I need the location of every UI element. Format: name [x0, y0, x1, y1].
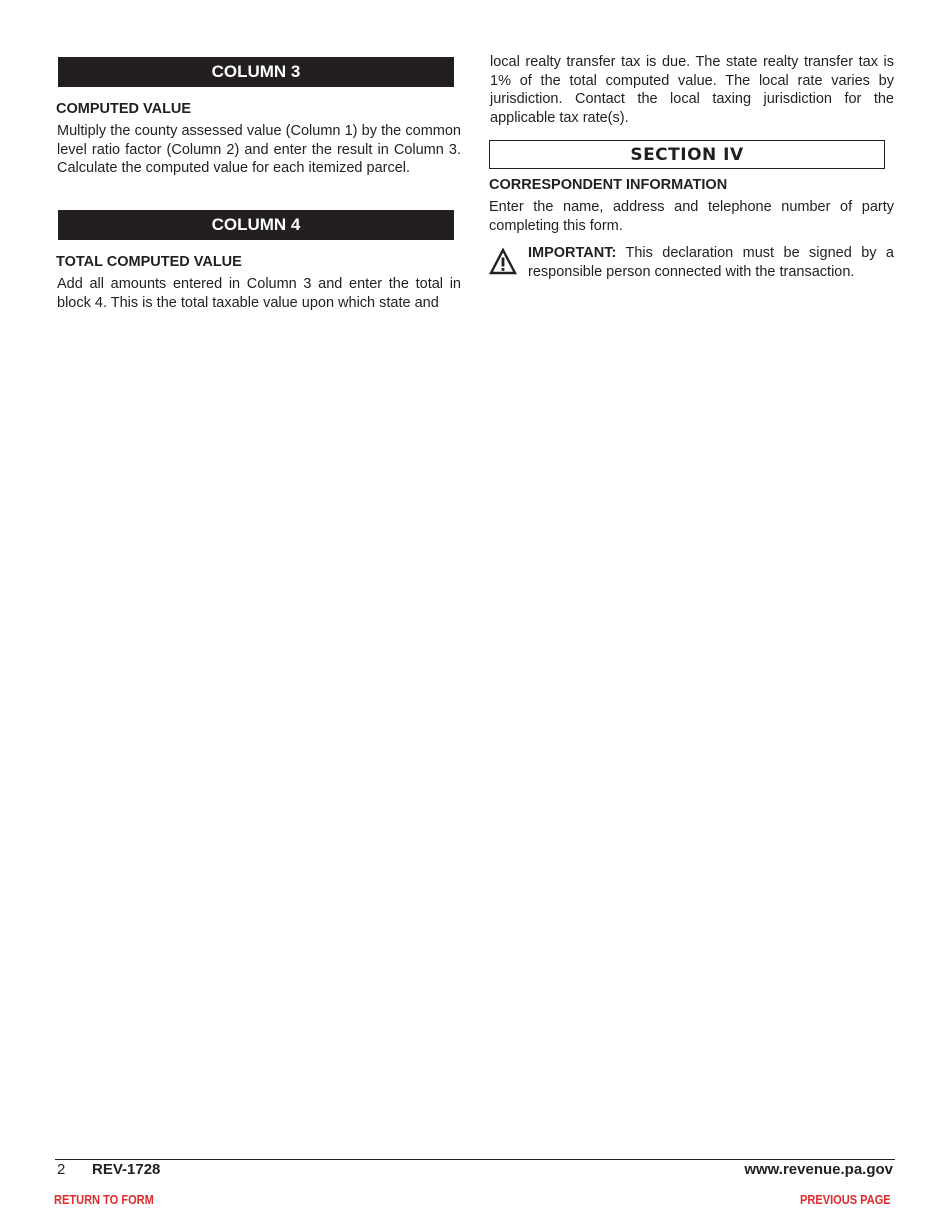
page-number: 2 [57, 1161, 66, 1178]
column-4-header: COLUMN 4 [58, 210, 454, 240]
correspondent-info-text: Enter the name, address and telephone number of party completing this form. [489, 199, 894, 234]
total-computed-value-heading: TOTAL COMPUTED VALUE [56, 254, 242, 270]
total-computed-value-text: Add all amounts entered in Column 3 and enter the total in block 4. This is the total taxable value upon which state and [57, 276, 461, 311]
important-note [528, 244, 894, 281]
important-text: This declaration must be signed by a responsible person connected with the transaction. [528, 245, 894, 280]
previous-page-link[interactable]: PREVIOUS PAGE [800, 1192, 891, 1207]
website-url: www.revenue.pa.gov [744, 1161, 893, 1178]
correspondent-info-heading: CORRESPONDENT INFORMATION [489, 177, 728, 193]
column-3-header: COLUMN 3 [58, 57, 454, 87]
continued-text: local realty transfer tax is due. The state realty transfer tax is 1% of the total computed value. The local rate varies by jurisdiction. Contact the local taxing jurisdiction for the applicable tax rate(s). [490, 54, 894, 126]
section-iv-header: SECTION IV [489, 140, 885, 169]
computed-value-text: Multiply the county assessed value (Column 1) by the common level ratio factor (Column 2) and enter the result in Column 3. Calculate the computed value for each itemized parcel. [57, 123, 461, 177]
computed-value-heading: COMPUTED VALUE [56, 101, 192, 117]
warning-icon [489, 248, 517, 276]
form-id: REV-1728 [92, 1161, 161, 1178]
return-to-form-link[interactable]: RETURN TO FORM [54, 1192, 154, 1207]
important-label: IMPORTANT: [528, 245, 617, 261]
footer-divider [55, 1159, 895, 1160]
